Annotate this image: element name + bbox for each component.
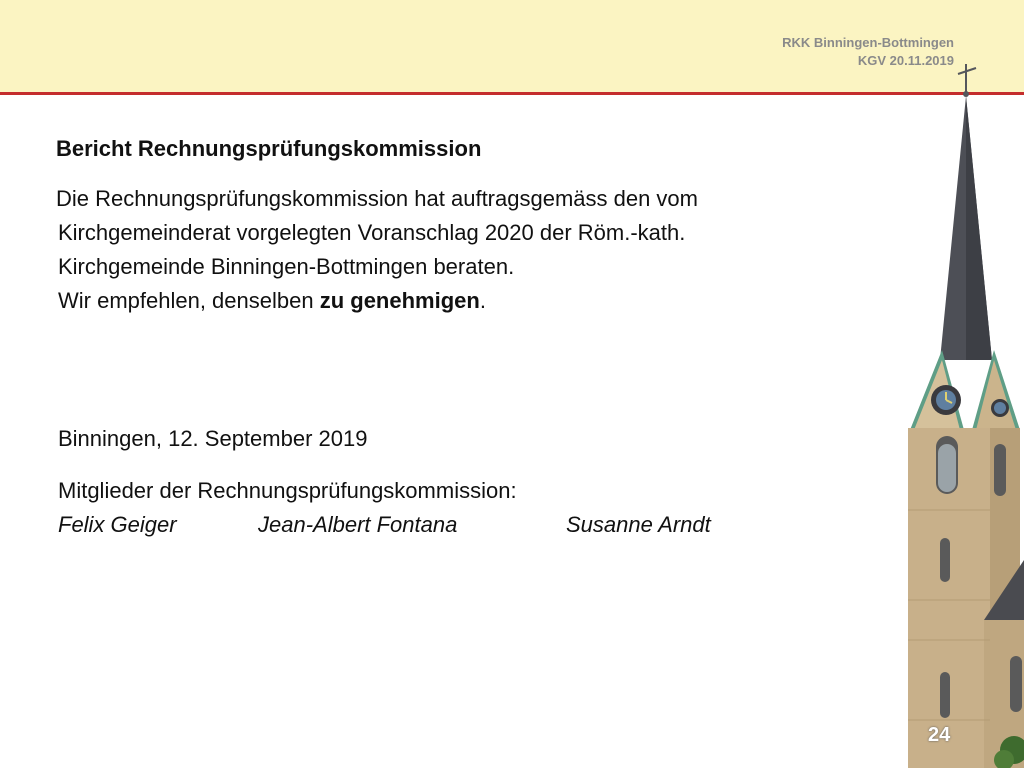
report-line: Die Rechnungsprüfungskommission hat auftragsgemäss den vom	[56, 186, 698, 211]
church-tower-image	[880, 60, 1024, 768]
header-org-line2: KGV 20.11.2019	[857, 53, 954, 68]
recommendation-suffix: .	[479, 288, 486, 313]
report-body	[56, 182, 876, 318]
member-name: Felix Geiger	[58, 512, 177, 537]
header-org-line1: RKK Binningen-Bottmingen	[782, 35, 954, 50]
recommendation-prefix: Wir empfehlen, denselben	[58, 288, 320, 313]
member-name: Susanne Arndt	[566, 512, 711, 537]
header-divider	[0, 92, 1024, 95]
report-content	[56, 134, 876, 318]
report-recommendation	[58, 284, 876, 318]
recommendation-emphasis: zu genehmigen	[319, 288, 480, 313]
signature-date: Binningen, 12. September 2019	[58, 426, 368, 451]
report-line: Kirchgemeinde Binningen-Bottmingen beraten.	[58, 254, 515, 279]
report-line: Kirchgemeinderat vorgelegten Voranschlag 2020 der Röm.-kath.	[58, 220, 686, 245]
report-title: Bericht Rechnungsprüfungskommission	[56, 136, 482, 161]
members-label: Mitglieder der Rechnungsprüfungskommission:	[58, 478, 517, 503]
page-number: 24	[928, 724, 951, 746]
member-name: Jean-Albert Fontana	[258, 512, 458, 537]
